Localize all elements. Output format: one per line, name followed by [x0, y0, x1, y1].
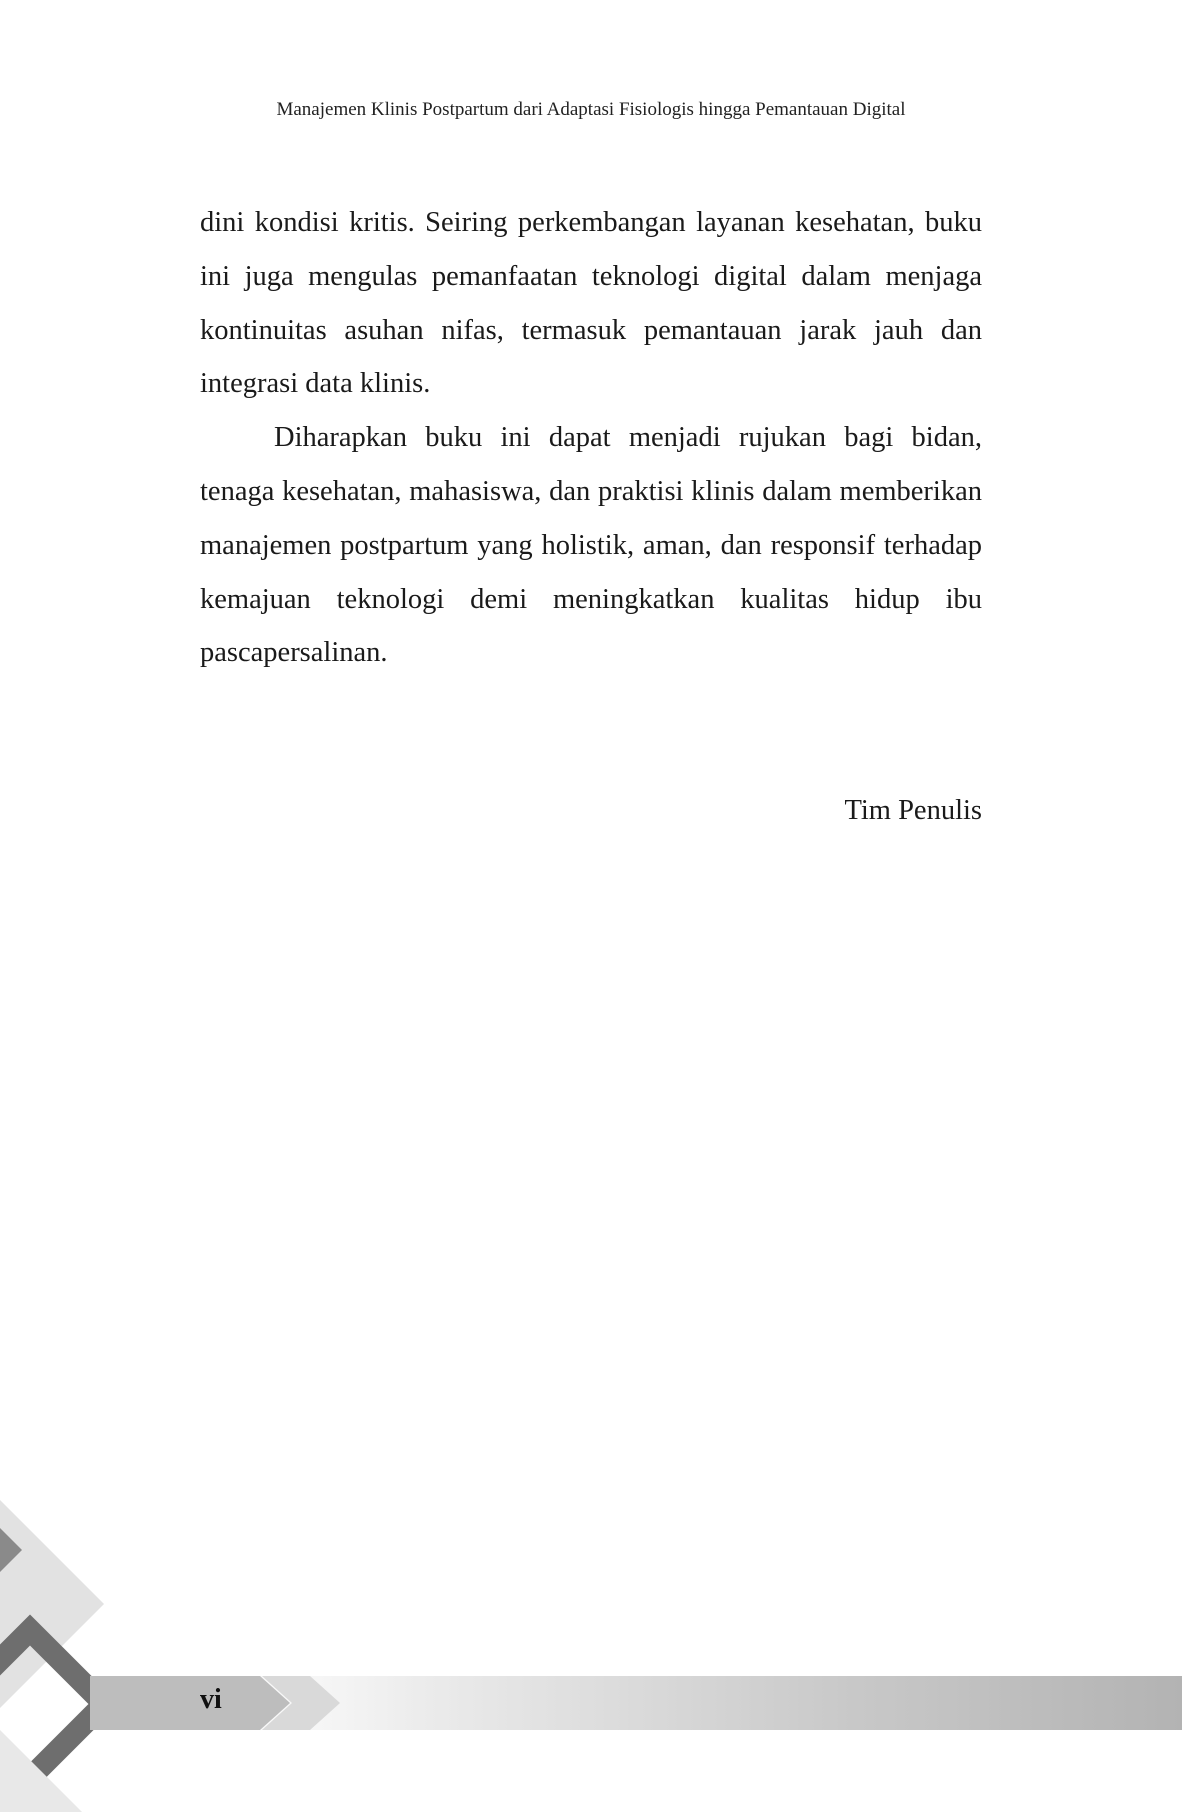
body-text	[200, 196, 982, 680]
running-header: Manajemen Klinis Postpartum dari Adaptasi Fisiologis hingga Pemantauan Digital	[276, 99, 906, 120]
page-number: vi	[200, 1684, 222, 1715]
paragraph-closing: Diharapkan buku ini dapat menjadi rujukan bagi bidan, tenaga kesehatan, mahasiswa, dan praktisi klinis dalam memberikan manajemen postpartum yang holistik, aman, dan responsif terhadap kemajuan teknologi demi meningkatkan kualitas hidup ibu pascapersalinan.	[200, 422, 982, 669]
footer-decoration	[0, 1480, 1182, 1812]
signature: Tim Penulis	[844, 795, 982, 826]
chevron-dark	[90, 1676, 290, 1730]
paragraph-continuation: dini kondisi kritis. Seiring perkembangan layanan kesehatan, buku ini juga mengulas pemanfaatan teknologi digital dalam menjaga kontinuitas asuhan nifas, termasuk pemantauan jarak jauh dan integrasi data klinis.	[200, 207, 982, 400]
